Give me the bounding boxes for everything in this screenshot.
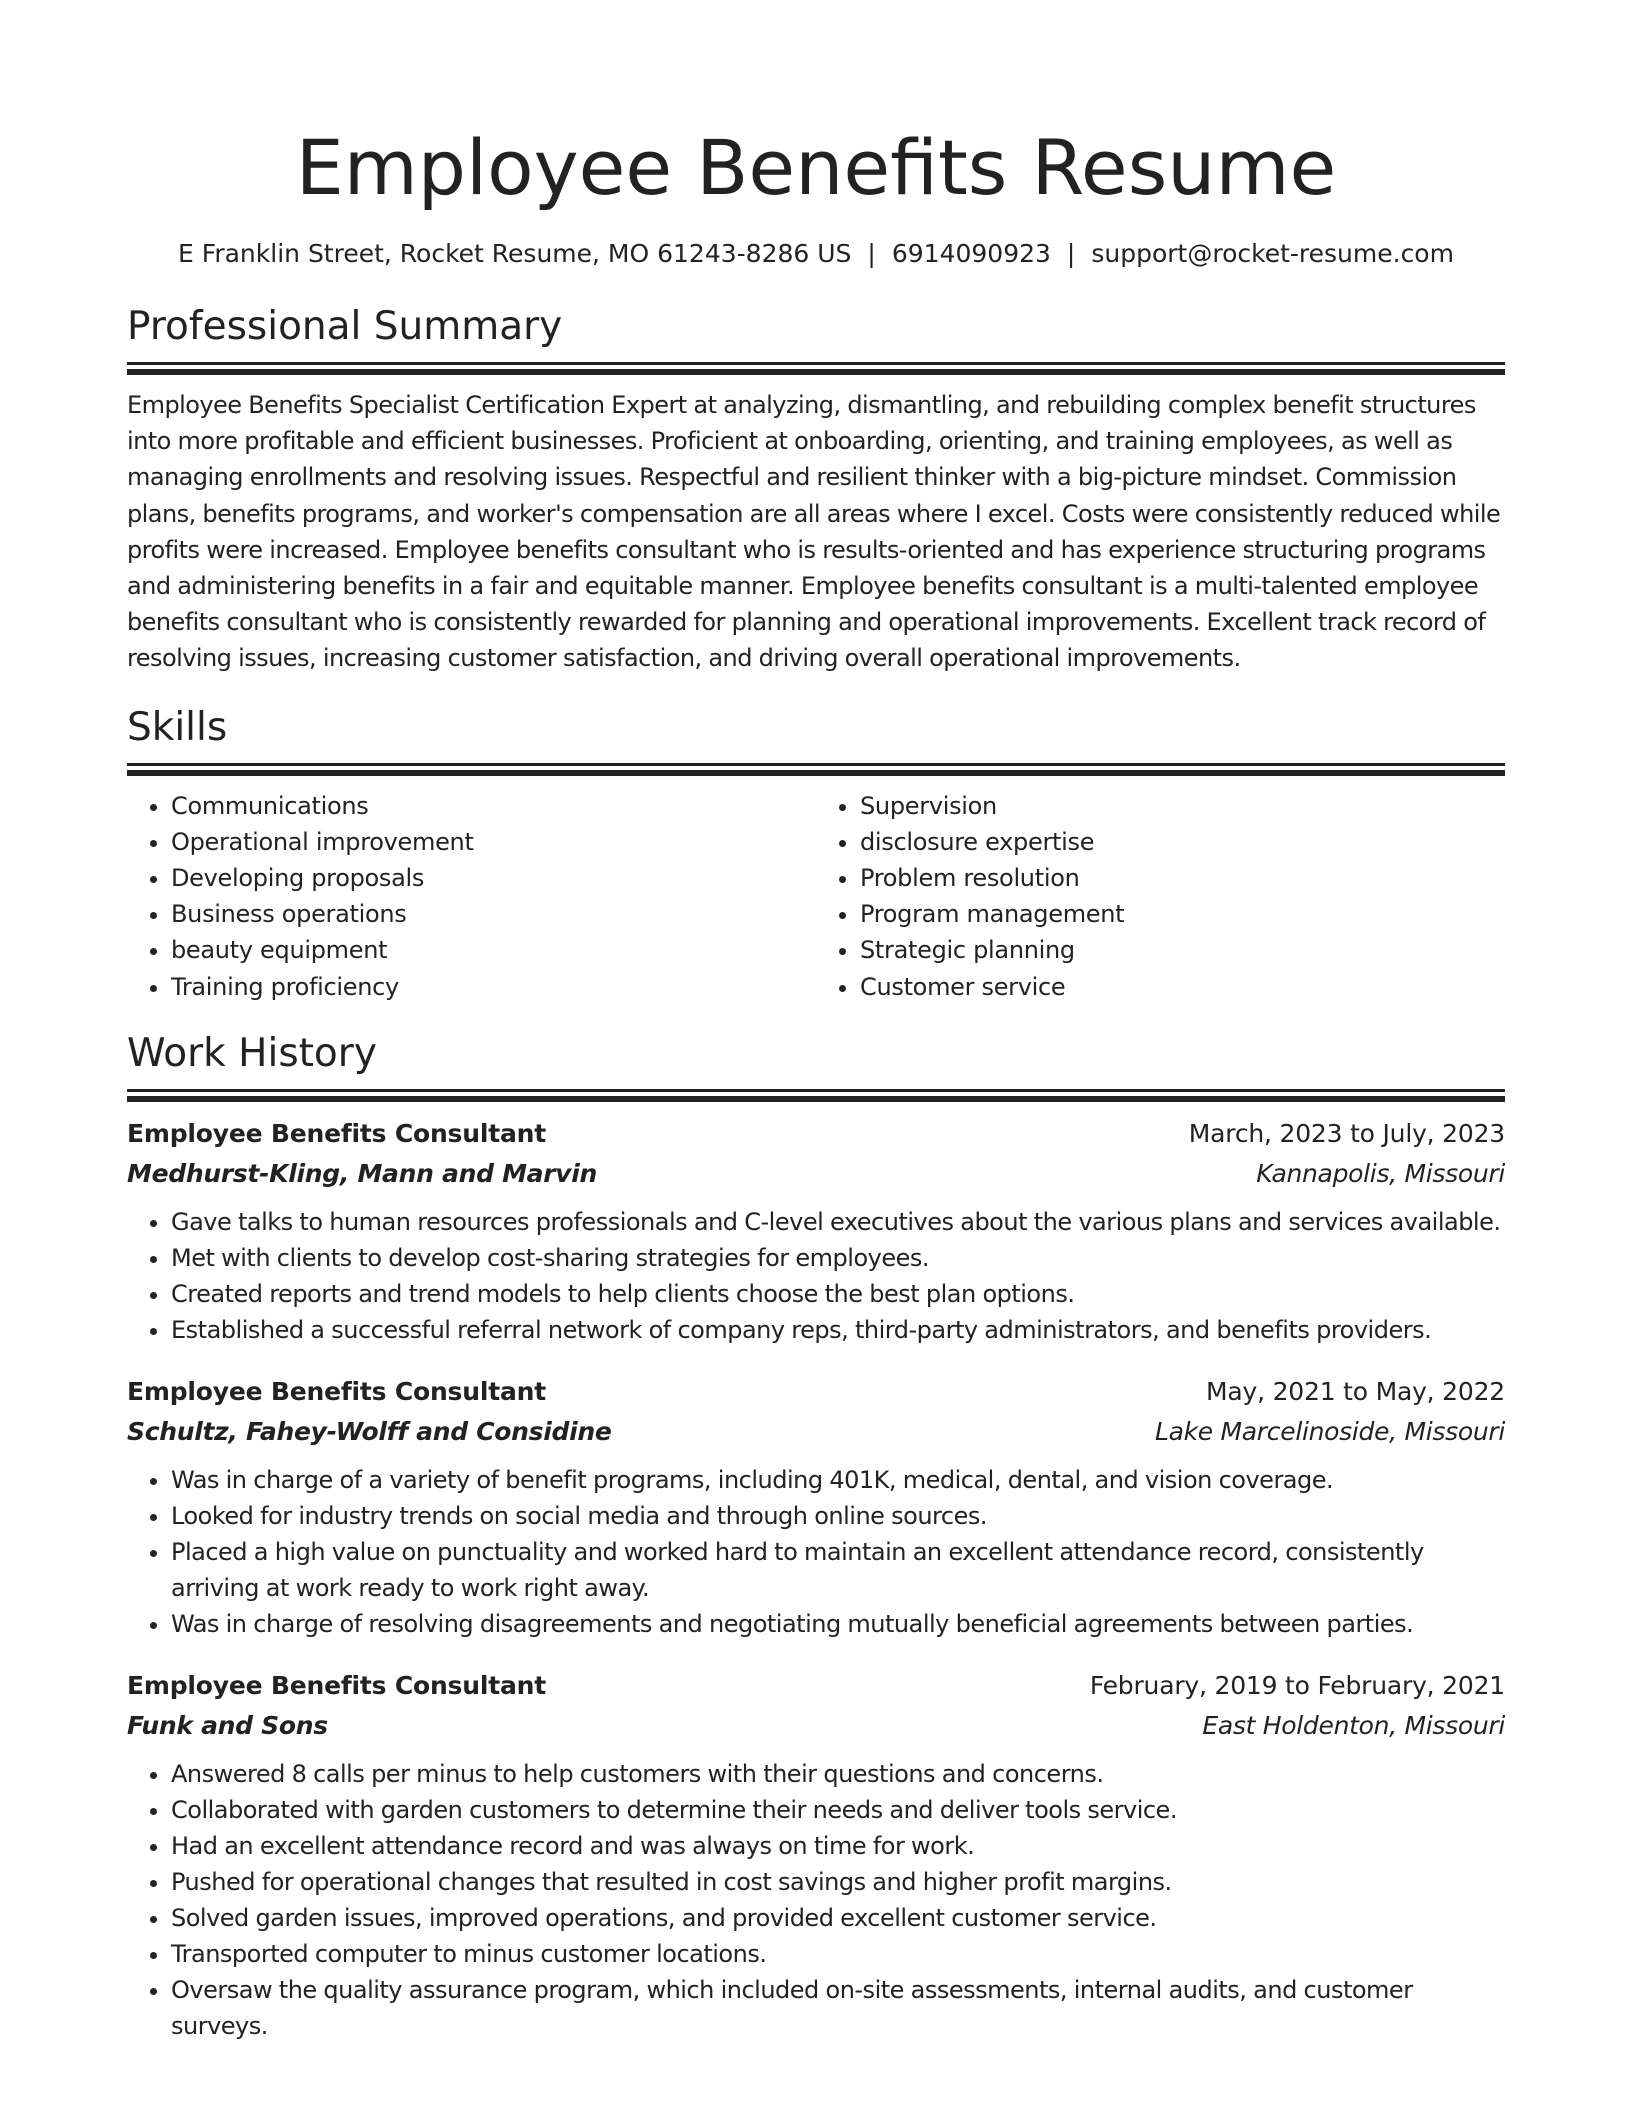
skill-item: • Program management (860, 896, 1505, 932)
job-location: Lake Marcelinoside, Missouri (1154, 1416, 1505, 1446)
job-bullet: • Placed a high value on punctuality and worked hard to maintain an excellent attendance record, consistently arriving at work ready to work right away. (171, 1534, 1505, 1606)
job-bullet: • Was in charge of a variety of benefit programs, including 401K, medical, dental, and vision coverage. (171, 1462, 1505, 1498)
job-bullet: • Solved garden issues, improved operations, and provided excellent customer service. (171, 1900, 1505, 1936)
job-bullet: • Answered 8 calls per minus to help customers with their questions and concerns. (171, 1756, 1505, 1792)
contact-email: support@rocket-resume.com (1091, 239, 1454, 268)
job-dates: May, 2021 to May, 2022 (1206, 1376, 1505, 1406)
job-dates: March, 2023 to July, 2023 (1188, 1118, 1505, 1148)
job-bullets (127, 1204, 1505, 1348)
job-subheader (127, 1154, 1505, 1194)
job-bullet: • Oversaw the quality assurance program, which included on-site assessments, internal audits, and customer surveys. (171, 1972, 1505, 2044)
job-location: East Holdenton, Missouri (1202, 1710, 1505, 1740)
job-bullet: • Transported computer to minus customer locations. (171, 1936, 1505, 1972)
job-bullet: • Collaborated with garden customers to determine their needs and deliver tools service. (171, 1792, 1505, 1828)
job-bullets (127, 1462, 1505, 1642)
job-company: Medhurst-Kling, Mann and Marvin (127, 1158, 598, 1188)
summary-text: Employee Benefits Specialist Certification Expert at analyzing, dismantling, and rebuilding complex benefit structures into more profitable and efficient businesses. Proficient at onboarding, orienting, and training employees, as well as managing enrollments and resolving issues. Respectful and resilient thinker with a big-picture mindset. Commission plans, benefits programs, and worker's compensation are all areas where I excel. Costs were consistently reduced while profits were increased. Employee benefits consultant who is results-oriented and has experience structuring programs and administering benefits in a fair and equitable manner. Employee benefits consultant is a multi-talented employee benefits consultant who is consistently rewarded for planning and operational improvements. Excellent track record of resolving issues, increasing customer satisfaction, and driving overall operational improvements. (127, 391, 1501, 673)
skills-grid (127, 788, 1505, 1005)
job-header (127, 1666, 1505, 1706)
contact-separator: | (867, 239, 876, 268)
skill-item: • Developing proposals (171, 860, 816, 896)
resume-title: Employee Benefits Resume (295, 123, 1337, 212)
skill-item: • Operational improvement (171, 824, 816, 860)
skill-item: • Strategic planning (860, 932, 1505, 968)
job-bullet: • Pushed for operational changes that resulted in cost savings and higher profit margins. (171, 1864, 1505, 1900)
job-location: Kannapolis, Missouri (1256, 1158, 1505, 1188)
skill-item: • Problem resolution (860, 860, 1505, 896)
job-subheader (127, 1706, 1505, 1746)
contact-separator: | (1066, 239, 1076, 268)
section-divider (127, 763, 1505, 776)
job-bullets (127, 1756, 1505, 2044)
job-company: Schultz, Fahey-Wolff and Considine (127, 1416, 612, 1446)
skill-item: • Training proficiency (171, 969, 816, 1005)
job-header (127, 1372, 1505, 1412)
job-bullet: • Had an excellent attendance record and was always on time for work. (171, 1828, 1505, 1864)
job-title: Employee Benefits Consultant (127, 1376, 546, 1406)
job-bullet: • Looked for industry trends on social media and through online sources. (171, 1498, 1505, 1534)
section-title-skills: Skills (127, 704, 228, 750)
job-entry (127, 1114, 1505, 1348)
job-entry (127, 1666, 1505, 2044)
section-title-summary: Professional Summary (127, 304, 563, 349)
job-subheader (127, 1412, 1505, 1452)
section-divider (127, 362, 1505, 375)
job-header (127, 1114, 1505, 1154)
skill-item: • beauty equipment (171, 932, 816, 968)
skills-list-left (127, 788, 816, 1005)
section-divider (127, 1089, 1505, 1102)
contact-phone: 6914090923 (891, 239, 1051, 268)
job-bullet: • Created reports and trend models to help clients choose the best plan options. (171, 1276, 1505, 1312)
job-title: Employee Benefits Consultant (127, 1118, 546, 1148)
contact-line (127, 236, 1505, 272)
job-bullet: • Gave talks to human resources professionals and C-level executives about the various plans and services available. (171, 1204, 1505, 1240)
skill-item: • disclosure expertise (860, 824, 1505, 860)
job-list (127, 1114, 1505, 2044)
job-entry (127, 1372, 1505, 1642)
skill-item: • Communications (171, 788, 816, 824)
job-dates: February, 2019 to February, 2021 (1089, 1670, 1505, 1700)
job-bullet: • Met with clients to develop cost-sharing strategies for employees. (171, 1240, 1505, 1276)
job-bullet: • Established a successful referral network of company reps, third-party administrators, and benefits providers. (171, 1312, 1505, 1348)
contact-address: E Franklin Street, Rocket Resume, MO 61243-8286 US (178, 239, 852, 268)
skill-item: • Supervision (860, 788, 1505, 824)
job-bullet: • Was in charge of resolving disagreements and negotiating mutually beneficial agreements between parties. (171, 1606, 1505, 1642)
section-title-work-history: Work History (127, 1030, 377, 1076)
skill-item: • Customer service (860, 969, 1505, 1005)
job-title: Employee Benefits Consultant (127, 1670, 546, 1700)
skill-item: • Business operations (171, 896, 816, 932)
job-company: Funk and Sons (127, 1710, 328, 1740)
skills-list-right (816, 788, 1505, 1005)
